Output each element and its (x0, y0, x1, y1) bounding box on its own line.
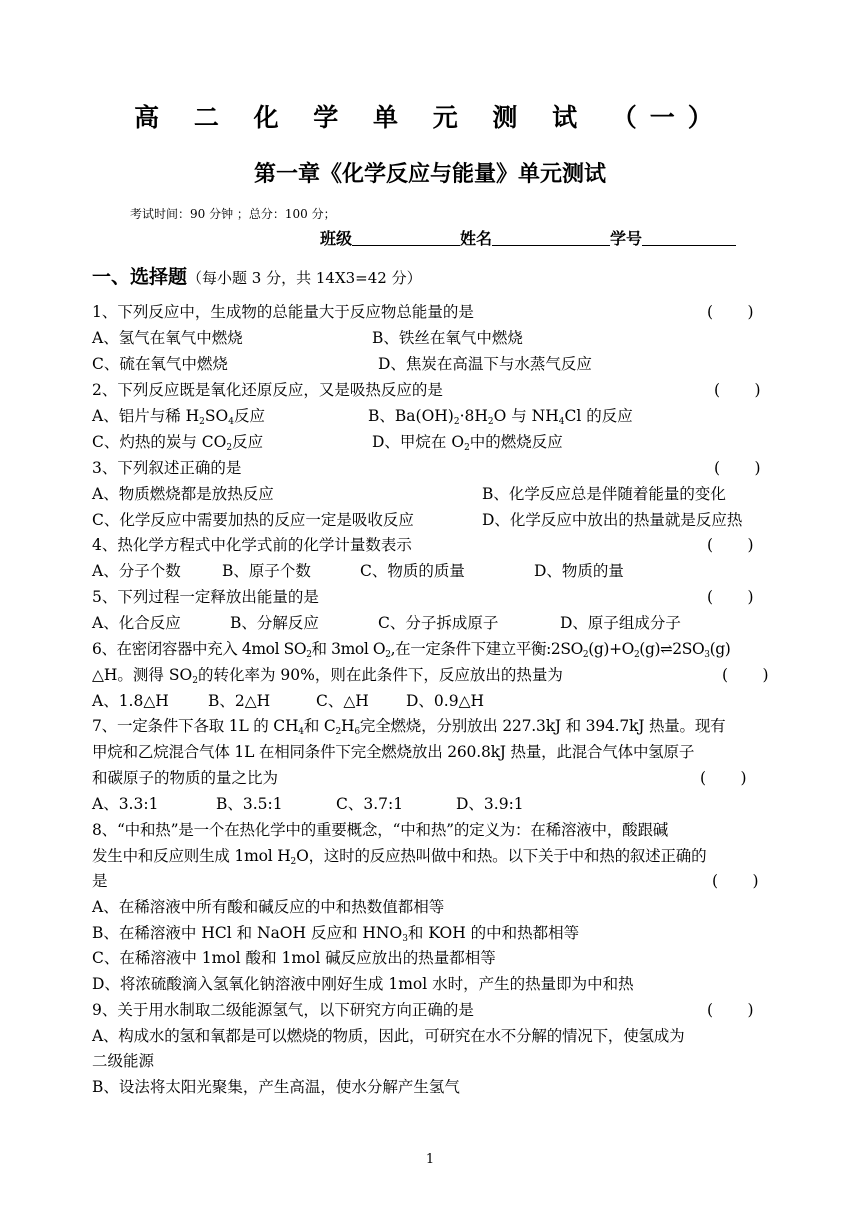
q6-line-1: 6、在密闭容器中充入 4mol $SO_2$和 3mol $O_2$,在一定条件下建立平衡$:2SO_2(g)+O_2(g)\rightleftharpoons 2SO_3(g)$ (92, 640, 731, 660)
q9-option-a-line-1: A、构成水的氢和氧都是可以燃烧的物质，因此，可研究在水不分解的情况下，使氢成为 (92, 1027, 685, 1045)
q3-answer-paren[interactable]: ( ) (714, 459, 761, 477)
q5-option-b: B、分解反应 (230, 614, 319, 632)
q9-option-b: B、设法将太阳光聚集，产生高温，使水分解产生氢气 (92, 1078, 460, 1096)
q5-option-c: C、分子拆成原子 (378, 614, 499, 632)
q2-option-c: C、灼热的炭与 $CO_2$反应 (92, 433, 264, 453)
q4-option-b: B、原子个数 (222, 562, 311, 580)
q9-stem: 9、关于用水制取二级能源氢气，以下研究方向正确的是 (92, 1001, 474, 1019)
q8-line-2: 发生中和反应则生成 1mol $H_2O$，这时的反应热叫做中和热。以下关于中和热的叙述正确的 (92, 847, 707, 867)
class-blank[interactable] (352, 229, 460, 246)
q3-option-c: C、化学反应中需要加热的反应一定是吸收反应 (92, 511, 414, 529)
page-title: 高 二 化 学 单 元 测 试 （一） (134, 103, 726, 132)
q2-answer-paren[interactable]: ( ) (714, 381, 761, 399)
q6-option-b: B、2△H (208, 692, 271, 710)
q2-option-d: D、甲烷在 $O_2$中的燃烧反应 (372, 433, 563, 453)
q1-option-c: C、硫在氧气中燃烧 (92, 355, 228, 373)
q5-option-d: D、原子组成分子 (560, 614, 681, 632)
q7-option-d: D、3.9:1 (456, 795, 524, 813)
q3-option-b: B、化学反应总是伴随着能量的变化 (482, 485, 726, 503)
id-label: 学号 (610, 229, 643, 248)
name-blank[interactable] (492, 229, 610, 246)
q8-option-a: A、在稀溶液中所有酸和碱反应的中和热数值都相等 (92, 898, 445, 916)
q5-option-a: A、化合反应 (92, 614, 181, 632)
q1-option-a: A、氢气在氧气中燃烧 (92, 329, 243, 347)
q7-line-2: 甲烷和乙烷混合气体 1L 在相同条件下完全燃烧放出 260.8kJ 热量，此混合气体中氢原子 (92, 743, 695, 761)
q1-stem: 1、下列反应中，生成物的总能量大于反应物总能量的是 (92, 303, 474, 321)
q8-line-3: 是 (92, 872, 108, 890)
section-title: 一、选择题 (92, 266, 188, 288)
q7-answer-paren[interactable]: ( ) (700, 769, 747, 787)
q6-line-2: △H。测得 $SO_2$的转化率为 90%，则在此条件下，反应放出的热量为 (92, 666, 563, 686)
page-subtitle: 第一章《化学反应与能量》单元测试 (253, 162, 606, 187)
q6-option-a: A、1.8△H (92, 692, 169, 710)
q7-line-3: 和碳原子的物质的量之比为 (92, 769, 279, 787)
q7-option-b: B、3.5:1 (216, 795, 283, 813)
id-blank[interactable] (642, 229, 736, 246)
q6-option-d: D、0.9△H (406, 692, 485, 710)
q8-line-1: 8、“中和热”是一个在热化学中的重要概念，“中和热”的定义为：在稀溶液中，酸跟碱 (92, 821, 669, 839)
student-info-line (320, 226, 736, 249)
q1-option-d: D、焦炭在高温下与水蒸气反应 (378, 355, 592, 373)
page-number: 1 (425, 1152, 435, 1167)
q4-option-a: A、分子个数 (92, 562, 181, 580)
q8-option-d: D、将浓硫酸滴入氢氧化钠溶液中刚好生成 1mol 水时，产生的热量即为中和热 (92, 975, 634, 993)
q2-option-a: A、铝片与稀 $H_2SO_4$反应 (92, 407, 265, 427)
q4-option-d: D、物质的量 (534, 562, 624, 580)
q5-answer-paren[interactable]: ( ) (707, 588, 754, 606)
q4-option-c: C、物质的质量 (360, 562, 465, 580)
q9-answer-paren[interactable]: ( ) (707, 1001, 754, 1019)
q8-answer-paren[interactable]: ( ) (712, 872, 759, 890)
q7-option-a: A、3.3:1 (92, 795, 159, 813)
q3-option-a: A、物质燃烧都是放热反应 (92, 485, 274, 503)
q8-option-c: C、在稀溶液中 1mol 酸和 1mol 碱反应放出的热量都相等 (92, 949, 496, 967)
section-heading (92, 262, 422, 289)
q1-option-b: B、铁丝在氧气中燃烧 (372, 329, 523, 347)
q1-answer-paren[interactable]: ( ) (707, 303, 754, 321)
q9-option-a-line-2: 二级能源 (92, 1052, 155, 1070)
q3-option-d: D、化学反应中放出的热量就是反应热 (482, 511, 743, 529)
q5-stem: 5、下列过程一定释放出能量的是 (92, 588, 319, 606)
q7-line-1: 7、一定条件下各取 1L 的 $CH_4$和 $C_2H_6$完全燃烧，分别放出 227.3kJ 和 394.7kJ 热量。现有 (92, 717, 726, 737)
q2-stem: 2、下列反应既是氧化还原反应，又是吸热反应的是 (92, 381, 443, 399)
name-label: 姓名 (460, 229, 493, 248)
q7-option-c: C、3.7:1 (336, 795, 404, 813)
class-label: 班级 (320, 229, 353, 248)
exam-info: 考试时间：90 分钟 ；总分：100 分； (130, 207, 336, 221)
q3-stem: 3、下列叙述正确的是 (92, 459, 242, 477)
section-note: （每小题 3 分，共 14X3=42 分） (187, 269, 422, 287)
q8-option-b: B、在稀溶液中 HCl 和 NaOH 反应和 $HNO_3$和 KOH 的中和热都相等 (92, 924, 580, 944)
q4-stem: 4、热化学方程式中化学式前的化学计量数表示 (92, 536, 412, 554)
q6-answer-paren[interactable]: ( ) (722, 666, 769, 684)
equilibrium-arrow-icon: ⇌ (660, 640, 673, 658)
q6-option-c: C、△H (316, 692, 369, 710)
q2-option-b: B、$Ba(OH)_2\cdot 8H_2O$ 与 $NH_4Cl$ 的反应 (368, 407, 633, 427)
q4-answer-paren[interactable]: ( ) (707, 536, 754, 554)
